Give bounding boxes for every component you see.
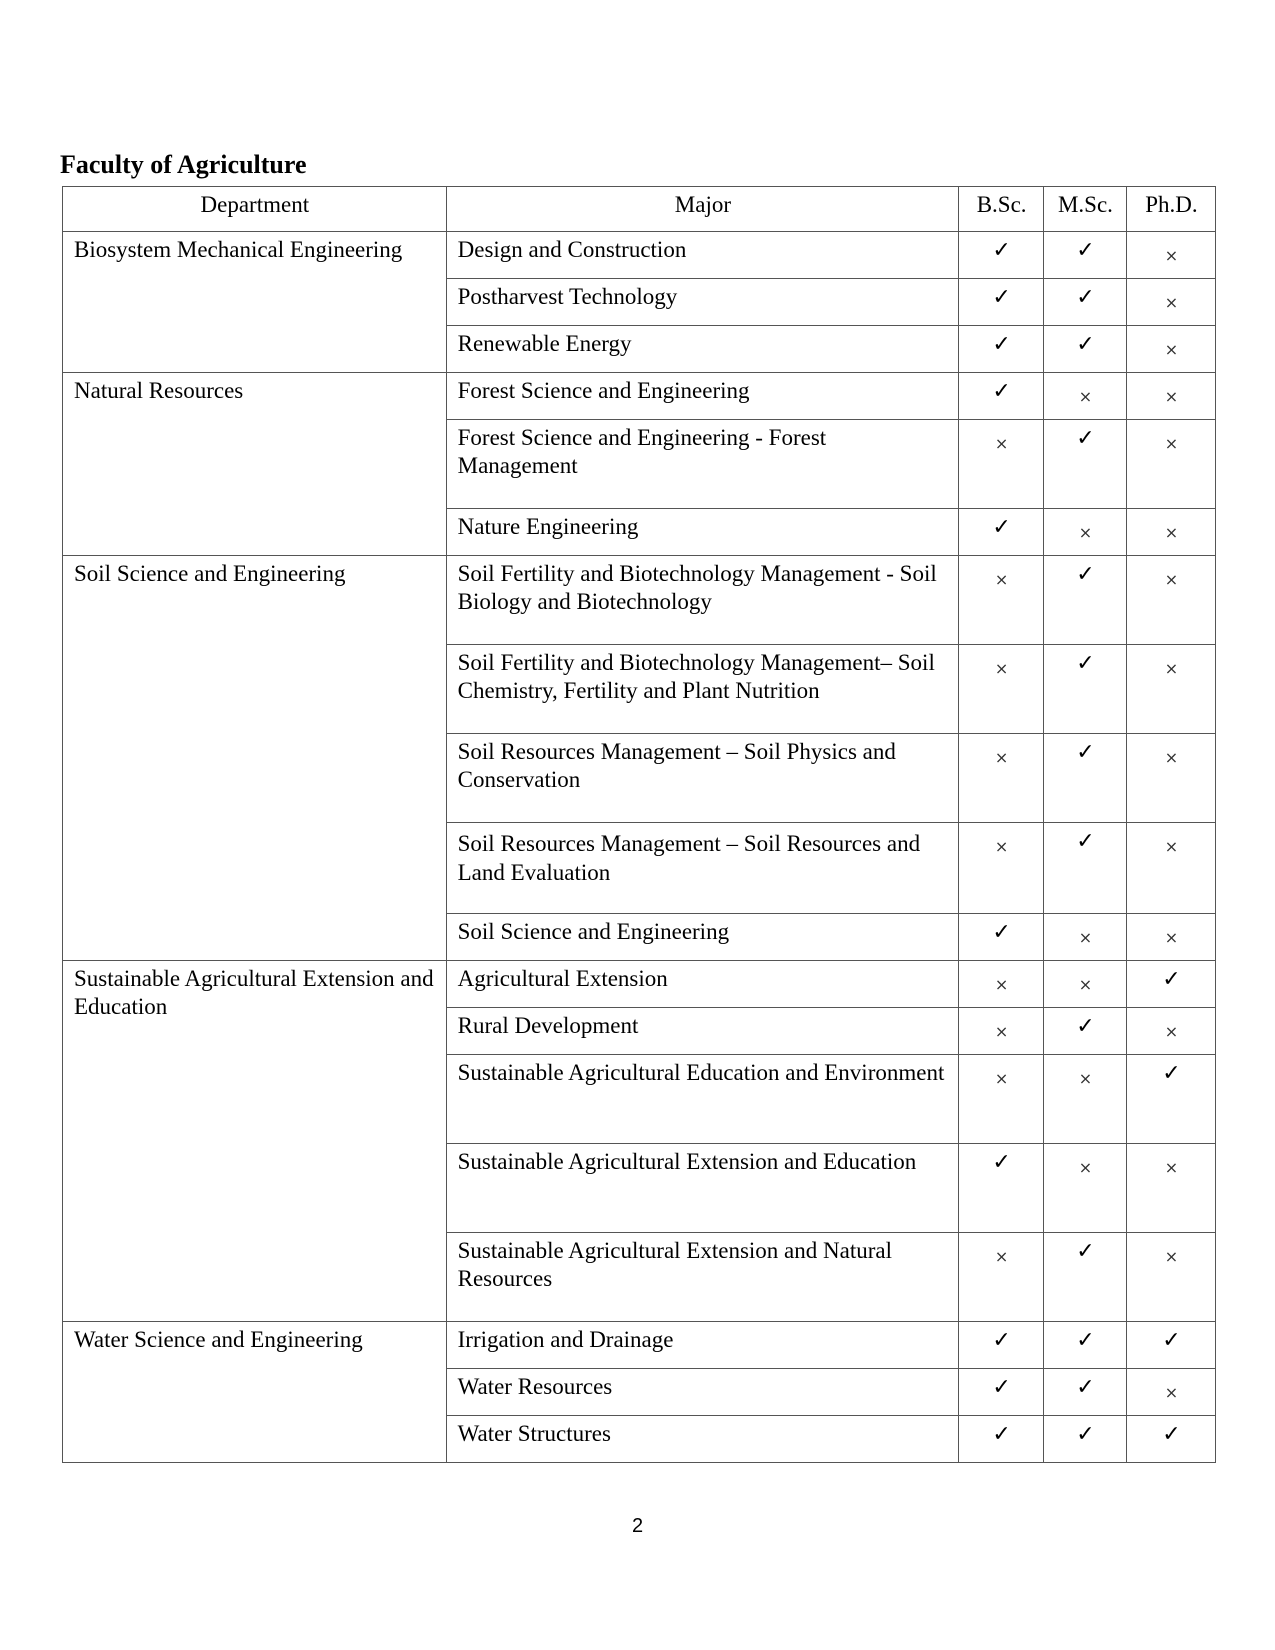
phd-cell <box>1126 1369 1215 1416</box>
check-icon: ✓ <box>1076 1014 1095 1039</box>
table-row <box>63 232 1216 279</box>
check-icon: ✓ <box>1076 1239 1095 1264</box>
cross-icon: × <box>1164 1247 1179 1266</box>
msc-cell <box>1044 1322 1127 1369</box>
major-cell: Soil Science and Engineering <box>446 914 959 961</box>
msc-cell <box>1044 645 1127 734</box>
msc-cell <box>1044 373 1127 420</box>
check-icon: ✓ <box>1076 562 1095 587</box>
bsc-cell <box>959 1416 1044 1463</box>
msc-cell <box>1044 509 1127 556</box>
cross-icon: × <box>1078 1158 1093 1177</box>
cross-icon: × <box>994 1247 1009 1266</box>
check-icon: ✓ <box>992 332 1011 357</box>
check-icon: ✓ <box>992 238 1011 263</box>
cross-icon: × <box>1164 246 1179 265</box>
check-icon: ✓ <box>992 285 1011 310</box>
check-icon: ✓ <box>992 515 1011 540</box>
cross-icon: × <box>1164 928 1179 947</box>
table-row <box>63 1322 1216 1369</box>
msc-cell <box>1044 1008 1127 1055</box>
cross-icon: × <box>1164 1383 1179 1402</box>
department-cell: Soil Science and Engineering <box>63 556 447 961</box>
bsc-cell <box>959 373 1044 420</box>
check-icon: ✓ <box>992 379 1011 404</box>
department-cell: Natural Resources <box>63 373 447 556</box>
cross-icon: × <box>1164 523 1179 542</box>
cross-icon: × <box>994 837 1009 856</box>
department-cell: Biosystem Mechanical Engineering <box>63 232 447 373</box>
check-icon: ✓ <box>1162 1328 1181 1353</box>
cross-icon: × <box>1078 387 1093 406</box>
phd-cell <box>1126 734 1215 823</box>
check-icon: ✓ <box>992 920 1011 945</box>
phd-cell <box>1126 509 1215 556</box>
phd-cell <box>1126 645 1215 734</box>
header-phd: Ph.D. <box>1126 187 1215 232</box>
cross-icon: × <box>1078 1069 1093 1088</box>
header-department: Department <box>63 187 447 232</box>
msc-cell <box>1044 420 1127 509</box>
phd-cell <box>1126 1055 1215 1144</box>
check-icon: ✓ <box>1076 740 1095 765</box>
phd-cell <box>1126 823 1215 914</box>
cross-icon: × <box>994 1069 1009 1088</box>
bsc-cell <box>959 1233 1044 1322</box>
check-icon: ✓ <box>992 1422 1011 1447</box>
msc-cell <box>1044 556 1127 645</box>
bsc-cell <box>959 961 1044 1008</box>
check-icon: ✓ <box>1076 285 1095 310</box>
check-icon: ✓ <box>1076 1328 1095 1353</box>
check-icon: ✓ <box>992 1328 1011 1353</box>
bsc-cell <box>959 645 1044 734</box>
table-row <box>63 373 1216 420</box>
bsc-cell <box>959 734 1044 823</box>
major-cell: Water Resources <box>446 1369 959 1416</box>
programs-table <box>62 186 1216 1463</box>
phd-cell <box>1126 1144 1215 1233</box>
table-row <box>63 961 1216 1008</box>
check-icon: ✓ <box>1076 1422 1095 1447</box>
bsc-cell <box>959 914 1044 961</box>
bsc-cell <box>959 1055 1044 1144</box>
bsc-cell <box>959 1008 1044 1055</box>
cross-icon: × <box>1164 1158 1179 1177</box>
bsc-cell <box>959 1144 1044 1233</box>
cross-icon: × <box>994 434 1009 453</box>
major-cell: Postharvest Technology <box>446 279 959 326</box>
check-icon: ✓ <box>992 1150 1011 1175</box>
major-cell: Soil Resources Management – Soil Resources and Land Evaluation <box>446 823 959 914</box>
major-cell: Design and Construction <box>446 232 959 279</box>
cross-icon: × <box>994 570 1009 589</box>
msc-cell <box>1044 961 1127 1008</box>
phd-cell <box>1126 326 1215 373</box>
major-cell: Agricultural Extension <box>446 961 959 1008</box>
cross-icon: × <box>994 659 1009 678</box>
major-cell: Soil Fertility and Biotechnology Management - Soil Biology and Biotechnology <box>446 556 959 645</box>
cross-icon: × <box>1164 434 1179 453</box>
major-cell: Soil Resources Management – Soil Physics and Conservation <box>446 734 959 823</box>
page-number: 2 <box>631 1515 644 1537</box>
msc-cell <box>1044 1416 1127 1463</box>
header-major: Major <box>446 187 959 232</box>
cross-icon: × <box>1164 837 1179 856</box>
msc-cell <box>1044 1055 1127 1144</box>
check-icon: ✓ <box>1076 426 1095 451</box>
major-cell: Renewable Energy <box>446 326 959 373</box>
msc-cell <box>1044 823 1127 914</box>
major-cell: Water Structures <box>446 1416 959 1463</box>
phd-cell <box>1126 914 1215 961</box>
section-title: Faculty of Agriculture <box>60 150 307 179</box>
check-icon: ✓ <box>992 1375 1011 1400</box>
header-bsc: B.Sc. <box>959 187 1044 232</box>
major-cell: Forest Science and Engineering <box>446 373 959 420</box>
table-row <box>63 556 1216 645</box>
cross-icon: × <box>1164 293 1179 312</box>
bsc-cell <box>959 326 1044 373</box>
msc-cell <box>1044 232 1127 279</box>
phd-cell <box>1126 373 1215 420</box>
cross-icon: × <box>1164 748 1179 767</box>
check-icon: ✓ <box>1076 651 1095 676</box>
cross-icon: × <box>1164 659 1179 678</box>
table-header-row <box>63 187 1216 232</box>
major-cell: Nature Engineering <box>446 509 959 556</box>
phd-cell <box>1126 1322 1215 1369</box>
bsc-cell <box>959 1322 1044 1369</box>
major-cell: Sustainable Agricultural Extension and Natural Resources <box>446 1233 959 1322</box>
check-icon: ✓ <box>1162 1422 1181 1447</box>
phd-cell <box>1126 1008 1215 1055</box>
check-icon: ✓ <box>1076 332 1095 357</box>
major-cell: Rural Development <box>446 1008 959 1055</box>
cross-icon: × <box>1164 340 1179 359</box>
header-msc: M.Sc. <box>1044 187 1127 232</box>
bsc-cell <box>959 232 1044 279</box>
cross-icon: × <box>1078 975 1093 994</box>
bsc-cell <box>959 279 1044 326</box>
phd-cell <box>1126 279 1215 326</box>
major-cell: Sustainable Agricultural Extension and Education <box>446 1144 959 1233</box>
bsc-cell <box>959 556 1044 645</box>
major-cell: Forest Science and Engineering - Forest Management <box>446 420 959 509</box>
msc-cell <box>1044 1233 1127 1322</box>
bsc-cell <box>959 420 1044 509</box>
phd-cell <box>1126 232 1215 279</box>
check-icon: ✓ <box>1076 829 1095 854</box>
msc-cell <box>1044 279 1127 326</box>
cross-icon: × <box>994 748 1009 767</box>
check-icon: ✓ <box>1076 1375 1095 1400</box>
cross-icon: × <box>1164 387 1179 406</box>
cross-icon: × <box>1078 523 1093 542</box>
msc-cell <box>1044 1369 1127 1416</box>
phd-cell <box>1126 1233 1215 1322</box>
check-icon: ✓ <box>1076 238 1095 263</box>
major-cell: Sustainable Agricultural Education and Environment <box>446 1055 959 1144</box>
bsc-cell <box>959 823 1044 914</box>
phd-cell <box>1126 1416 1215 1463</box>
cross-icon: × <box>1078 928 1093 947</box>
check-icon: ✓ <box>1162 1061 1181 1086</box>
bsc-cell <box>959 1369 1044 1416</box>
department-cell: Water Science and Engineering <box>63 1322 447 1463</box>
bsc-cell <box>959 509 1044 556</box>
msc-cell <box>1044 734 1127 823</box>
phd-cell <box>1126 556 1215 645</box>
phd-cell <box>1126 961 1215 1008</box>
department-cell: Sustainable Agricultural Extension and Education <box>63 961 447 1322</box>
major-cell: Soil Fertility and Biotechnology Management– Soil Chemistry, Fertility and Plant Nutrition <box>446 645 959 734</box>
cross-icon: × <box>1164 1022 1179 1041</box>
check-icon: ✓ <box>1162 967 1181 992</box>
major-cell: Irrigation and Drainage <box>446 1322 959 1369</box>
cross-icon: × <box>994 975 1009 994</box>
msc-cell <box>1044 1144 1127 1233</box>
cross-icon: × <box>1164 570 1179 589</box>
cross-icon: × <box>994 1022 1009 1041</box>
msc-cell <box>1044 914 1127 961</box>
phd-cell <box>1126 420 1215 509</box>
msc-cell <box>1044 326 1127 373</box>
